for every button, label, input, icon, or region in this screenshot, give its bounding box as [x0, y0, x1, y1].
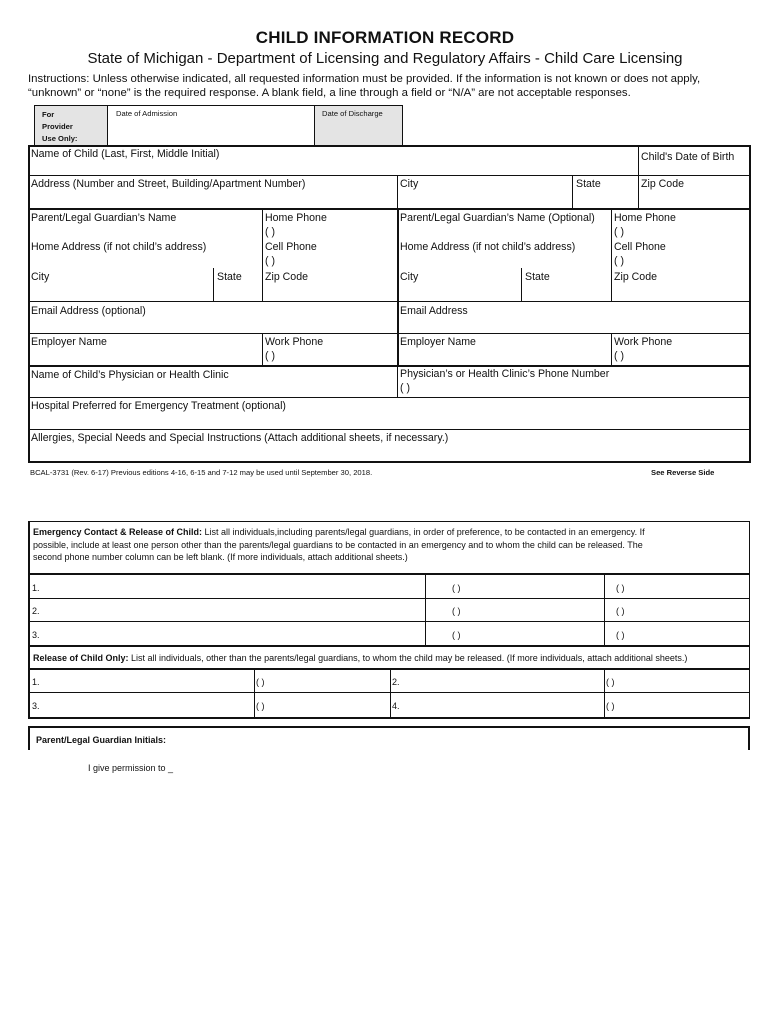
child-dob-field[interactable] — [640, 147, 748, 175]
form-id: BCAL-3731 (Rev. 6-17) Previous editions 4-16, 6-15 and 7-12 may be used until September 30, 2018. — [30, 468, 373, 477]
guardian2-home-address-field[interactable] — [399, 239, 610, 267]
emergency-instructions: Emergency Contact & Release of Child: List all individuals,including parents/legal guardians, in order of preference, to be contacted in an emergency. If possible, include at least one person other than the parents/legal guardians to be contacted in an emergency and to whom the child can be released. The second phone number column can be left blank. (If more individuals, attach additional sheets.) — [33, 527, 645, 562]
guardian1-state-field[interactable] — [214, 269, 261, 300]
emergency-phone2-parens: ( ) — [616, 606, 625, 616]
release-phone-parens: ( ) — [606, 677, 615, 687]
guardian1-home-address-label: Home Address (if not child’s address) — [31, 241, 207, 253]
guardian1-zip-field[interactable] — [263, 269, 396, 300]
guardian2-employer-field[interactable] — [399, 334, 610, 365]
guardian1-home-phone-label: Home Phone — [265, 212, 327, 224]
release-phone-parens: ( ) — [256, 677, 265, 687]
release-row: 1. ( ) 2. ( ) — [30, 670, 749, 692]
emergency-contact-name-field[interactable] — [35, 622, 424, 645]
emergency-phone2-field[interactable] — [605, 575, 749, 598]
guardian1-city-label: City — [31, 271, 50, 283]
emergency-contact-name-field[interactable] — [35, 575, 424, 598]
instructions-line-1: Instructions: Unless otherwise indicated, all requested information must be provided. If the information is not known or does not apply, — [28, 73, 701, 85]
emergency-row: 1. ( ) ( ) — [30, 575, 749, 598]
guardian2-work-phone-label: Work Phone — [614, 336, 673, 348]
guardian2-email-label: Email Address — [400, 305, 468, 317]
release-person-name-field[interactable] — [396, 693, 603, 717]
guardian1-home-phone-parens: ( ) — [265, 226, 275, 238]
see-reverse-side: See Reverse Side — [651, 468, 715, 477]
guardian2-state-field[interactable] — [522, 269, 610, 300]
child-state-field[interactable] — [573, 176, 637, 208]
release-heading: Release of Child Only: — [33, 653, 129, 663]
date-of-admission-label: Date of Admission — [116, 109, 178, 118]
guardian1-zip-label: Zip Code — [265, 271, 308, 283]
release-phone-field[interactable] — [605, 693, 749, 717]
guardian2-name-field[interactable] — [399, 210, 610, 238]
child-city-label: City — [400, 178, 419, 190]
child-name-field[interactable] — [30, 147, 637, 175]
guardian1-name-field[interactable] — [30, 210, 261, 238]
guardian2-zip-field[interactable] — [612, 269, 749, 300]
hospital-label: Hospital Preferred for Emergency Treatment (optional) — [31, 400, 286, 412]
child-dob-label: Child's Date of Birth — [641, 151, 735, 163]
emergency-phone2-parens: ( ) — [616, 583, 625, 593]
initials-label: Parent/Legal Guardian Initials: — [36, 735, 167, 745]
guardian2-cell-phone-label: Cell Phone — [614, 241, 666, 253]
guardian1-home-address-field[interactable] — [30, 239, 261, 267]
guardian2-work-phone-field[interactable] — [612, 334, 749, 365]
guardian2-home-address-label: Home Address (if not child’s address) — [400, 241, 576, 253]
physician-phone-field[interactable] — [398, 367, 749, 397]
emergency-phone2-field[interactable] — [605, 622, 749, 645]
guardian1-work-phone-parens: ( ) — [265, 350, 275, 362]
hospital-field[interactable] — [30, 398, 749, 429]
child-city-field[interactable] — [398, 176, 571, 208]
emergency-phone-parens: ( ) — [452, 606, 461, 616]
child-zip-field[interactable] — [639, 176, 749, 208]
guardian1-city-field[interactable] — [30, 269, 212, 300]
guardian2-cell-phone-field[interactable] — [612, 239, 749, 267]
guardian1-cell-phone-label: Cell Phone — [265, 241, 317, 253]
allergies-field[interactable] — [30, 430, 749, 461]
guardian1-cell-phone-parens: ( ) — [265, 255, 275, 267]
guardian2-cell-phone-parens: ( ) — [614, 255, 624, 267]
permission-text: I give permission to _ — [88, 763, 174, 773]
emergency-phone2-field[interactable] — [605, 599, 749, 621]
guardian2-employer-label: Employer Name — [400, 336, 476, 348]
child-zip-label: Zip Code — [641, 178, 684, 190]
guardian2-state-label: State — [525, 271, 550, 283]
emergency-phone2-parens: ( ) — [616, 630, 625, 640]
allergies-label: Allergies, Special Needs and Special Instructions (Attach additional sheets, if necessary.) — [31, 432, 449, 444]
guardian1-employer-label: Employer Name — [31, 336, 107, 348]
emergency-phone-parens: ( ) — [452, 630, 461, 640]
physician-label: Name of Child’s Physician or Health Clinic — [31, 369, 229, 381]
release-phone-field[interactable] — [255, 670, 389, 692]
release-phone-parens: ( ) — [606, 701, 615, 711]
instructions-line-2: “unknown” or “none” is the required response. A blank field, a line through a field or “N/A” are not acceptable responses. — [28, 87, 631, 99]
instructions — [28, 72, 748, 100]
guardian2-home-phone-parens: ( ) — [614, 226, 624, 238]
provider-use-box — [34, 105, 403, 146]
guardian1-state-label: State — [217, 271, 242, 283]
guardian2-name-label: Parent/Legal Guardian’s Name (Optional) — [400, 212, 595, 224]
guardian1-employer-field[interactable] — [30, 334, 261, 365]
date-of-discharge-label: Date of Discharge — [322, 109, 383, 118]
emergency-heading: Emergency Contact & Release of Child: — [33, 527, 203, 537]
date-of-discharge-field[interactable] — [316, 106, 402, 145]
emergency-phone-field[interactable] — [426, 599, 603, 621]
emergency-contact-name-field[interactable] — [35, 599, 424, 621]
initials-field[interactable] — [190, 730, 390, 748]
emergency-phone-parens: ( ) — [452, 583, 461, 593]
form-title: CHILD INFORMATION RECORD — [255, 28, 515, 47]
guardian2-zip-label: Zip Code — [614, 271, 657, 283]
child-state-label: State — [576, 178, 601, 190]
guardian1-home-phone-field[interactable] — [263, 210, 396, 238]
release-phone-field[interactable] — [255, 693, 389, 717]
release-phone-field[interactable] — [605, 670, 749, 692]
guardian1-email-label: Email Address (optional) — [31, 305, 146, 317]
emergency-row: 3. ( ) ( ) — [30, 622, 749, 645]
guardian2-home-phone-field[interactable] — [612, 210, 749, 238]
provider-use-label: For Provider Use Only: — [42, 110, 78, 143]
release-phone-parens: ( ) — [256, 701, 265, 711]
guardian1-cell-phone-field[interactable] — [263, 239, 396, 267]
emergency-phone-field[interactable] — [426, 575, 603, 598]
guardian2-home-phone-label: Home Phone — [614, 212, 676, 224]
guardian2-city-label: City — [400, 271, 419, 283]
child-address-label: Address (Number and Street, Building/Apartment Number) — [31, 178, 306, 190]
guardian2-work-phone-parens: ( ) — [614, 350, 624, 362]
guardian1-work-phone-label: Work Phone — [265, 336, 324, 348]
emergency-phone-field[interactable] — [426, 622, 603, 645]
release-row: 3. ( ) 4. ( ) — [30, 693, 749, 717]
emergency-row: 2. ( ) ( ) — [30, 599, 749, 621]
release-person-name-field[interactable] — [35, 670, 253, 692]
guardian1-name-label: Parent/Legal Guardian’s Name — [31, 212, 177, 224]
child-address-field[interactable] — [30, 176, 396, 208]
guardian2-city-field[interactable] — [399, 269, 520, 300]
form-subtitle: State of Michigan - Department of Licensing and Regulatory Affairs - Child Care Licensing — [87, 50, 683, 67]
release-person-name-field[interactable] — [396, 670, 603, 692]
physician-field[interactable] — [30, 367, 396, 397]
release-instructions: Release of Child Only: List all individuals, other than the parents/legal guardians, to whom the child may be released. (If more individuals, attach additional sheets.) — [33, 653, 688, 663]
release-person-name-field[interactable] — [35, 693, 253, 717]
date-of-admission-field[interactable] — [107, 106, 315, 145]
physician-phone-label: Physician’s or Health Clinic’s Phone Number — [400, 368, 610, 380]
guardian2-email-field[interactable] — [399, 302, 749, 333]
guardian1-work-phone-field[interactable] — [263, 334, 396, 365]
guardian1-email-field[interactable] — [30, 302, 396, 333]
physician-phone-parens: ( ) — [400, 382, 410, 394]
child-name-label: Name of Child (Last, First, Middle Initial) — [31, 148, 220, 160]
